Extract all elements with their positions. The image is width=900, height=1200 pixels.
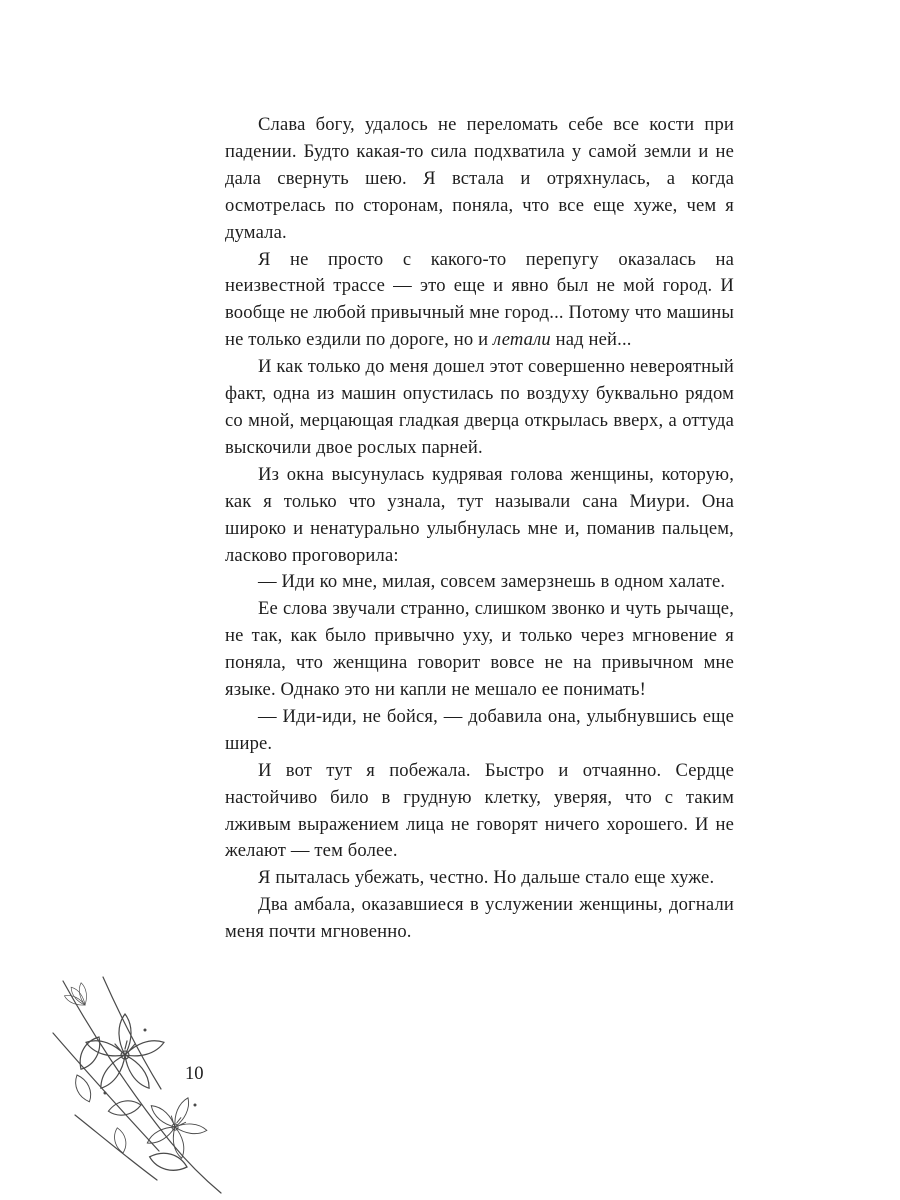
floral-ornament-icon (45, 975, 250, 1197)
paragraph (225, 247, 734, 355)
text-run: над ней... (550, 329, 632, 351)
paragraph (225, 596, 734, 704)
paragraph (225, 462, 734, 570)
paragraph (225, 758, 734, 866)
text-run: — Иди ко мне, милая, совсем замерзнешь в одном халате. (258, 571, 726, 593)
text-run: — Иди-иди, не бойся, — добавила она, улыбнувшись еще шире. (225, 705, 734, 754)
text-block (225, 112, 734, 946)
text-run: И вот тут я побежала. Быстро и отчаянно. Сердце настойчиво било в грудную клетку, уверяя, что с таким лживым выражением лица не говорят ничего хорошего. И не желают — тем более. (225, 759, 734, 862)
page-number: 10 (185, 1063, 204, 1084)
text-run: Слава богу, удалось не переломать себе все кости при падении. Будто какая-то сила подхватила у самой земли и не дала свернуть шею. Я встала и отряхнулась, а когда осмотрелась по сторонам, поняла, что все еще хуже, чем я думала. (225, 114, 734, 243)
paragraph (225, 354, 734, 462)
paragraph (225, 892, 734, 946)
paragraph (225, 865, 734, 892)
text-run: Я не просто с какого-то перепугу оказалась на неизвестной трассе — это еще и явно был не мой город. И вообще не любой привычный мне город... Потому что машины не только ездили по дороге, но и (225, 248, 734, 351)
text-run: Я пыталась убежать, честно. Но дальше стало еще хуже. (258, 867, 715, 889)
text-run: Два амбала, оказавшиеся в услужении женщины, догнали меня почти мгновенно. (225, 894, 734, 943)
text-run: Ее слова звучали странно, слишком звонко и чуть рычаще, не так, как было привычно уху, и только через мгновение я поняла, что женщина говорит вовсе не на привычном мне языке. Однако это ни капли не мешало ее понимать! (225, 598, 734, 701)
paragraph (225, 112, 734, 247)
text-run: И как только до меня дошел этот совершенно невероятный факт, одна из машин опустилась по воздуху буквально рядом со мной, мерцающая гладкая дверца открылась вверх, а оттуда выскочили двое рослых парней. (225, 356, 734, 458)
italic-text-run: летали (492, 329, 551, 351)
text-run: Из окна высунулась кудрявая голова женщины, которую, как я только что узнала, тут называли сана Миури. Она широко и ненатурально улыбнулась мне и, поманив пальцем, ласково проговорила: (225, 463, 734, 566)
paragraph (225, 569, 734, 596)
paragraph (225, 704, 734, 758)
